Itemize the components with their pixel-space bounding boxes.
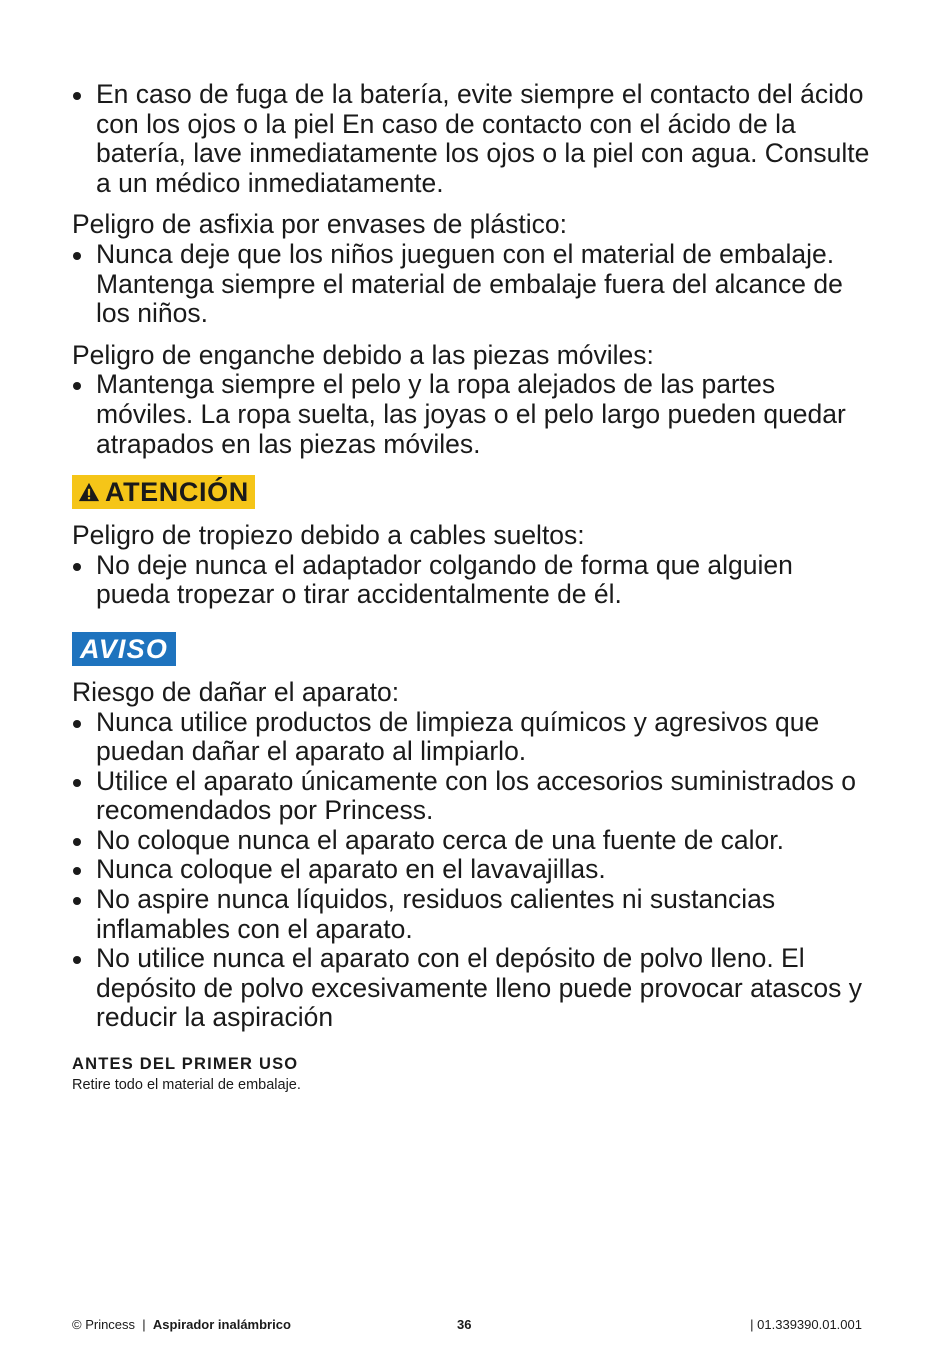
list-item: No aspire nunca líquidos, residuos calientes ni sustancias inflamables con el aparato. [72,885,872,944]
asphyxia-heading: Peligro de asfixia por envases de plástico: [72,209,567,240]
page-footer [72,1317,862,1335]
footer-brand: © Princess | Aspirador inalámbrico [72,1317,291,1332]
bullet-icon [73,956,81,964]
list-item: No utilice nunca el aparato con el depósito de polvo lleno. El depósito de polvo excesivamente lleno puede provocar atascos y reducir la aspiración [72,944,872,1033]
page-number: 36 [457,1317,472,1332]
bullet-icon [73,838,81,846]
bullet-icon [73,720,81,728]
list-item: Nunca deje que los niños jueguen con el material de embalaje. Mantenga siempre el material de embalaje fuera del alcance de los niños. [72,240,872,329]
bullet-icon [73,563,81,571]
footer-product: Aspirador inalámbrico [152,1317,291,1332]
tripping-heading: Peligro de tropiezo debido a cables sueltos: [72,520,585,551]
notice-label: AVISO [72,632,176,666]
first-use-text: Retire todo el material de embalaje. [72,1077,301,1094]
attention-label: ATENCIÓN [72,475,255,509]
bullet-icon [73,252,81,260]
entanglement-heading: Peligro de enganche debido a las piezas móviles: [72,339,654,370]
bullet-icon [73,382,81,390]
list-item: En caso de fuga de la batería, evite siempre el contacto del ácido con los ojos o la piel En caso de contacto con el ácido de la batería, lave inmediatamente los ojos o la piel con agua. Consulte a un médico inmediatamente. [72,80,872,198]
list-item: No coloque nunca el aparato cerca de una fuente de calor. [72,826,872,856]
bullet-icon [73,779,81,787]
damage-bullets [72,708,872,1034]
asphyxia-bullets [72,240,872,329]
bullet-icon [73,867,81,875]
list-item: Nunca utilice productos de limpieza químicos y agresivos que puedan dañar el aparato al limpiarlo. [72,708,872,767]
list-item: Utilice el aparato únicamente con los accesorios suministrados o recomendados por Princess. [72,767,872,826]
list-item: No deje nunca el adaptador colgando de forma que alguien pueda tropezar o tirar accidentalmente de él. [72,551,872,610]
first-use-heading: ANTES DEL PRIMER USO [72,1055,299,1074]
entanglement-bullets [72,370,872,459]
list-item: Nunca coloque el aparato en el lavavajillas. [72,855,872,885]
list-item: Mantenga siempre el pelo y la ropa alejados de las partes móviles. La ropa suelta, las joyas o el pelo largo pueden quedar atrapados en las piezas móviles. [72,370,872,459]
page-content [72,80,872,1095]
document-code: | 01.339390.01.001 [750,1317,862,1332]
bullet-icon [73,897,81,905]
bullet-icon [73,92,81,100]
tripping-bullets [72,551,872,610]
warning-triangle-icon [78,481,100,503]
battery-bullets [72,80,872,198]
damage-heading: Riesgo de dañar el aparato: [72,676,400,707]
